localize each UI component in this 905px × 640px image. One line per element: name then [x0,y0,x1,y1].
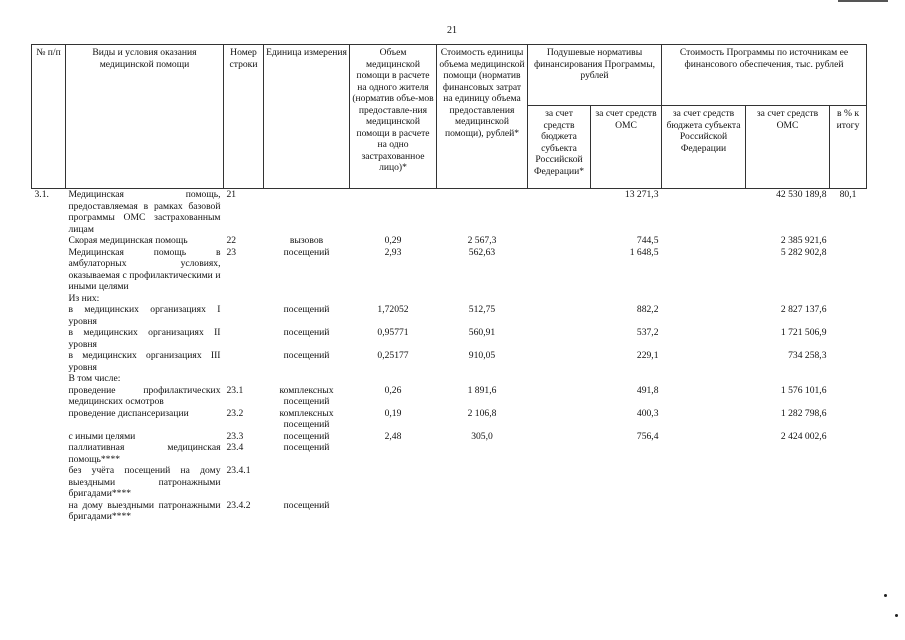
stray-dot-mark [884,594,887,597]
cell-pc-budget [528,293,591,305]
cell-pc-oms [591,442,662,465]
cell-prog-oms: 1 282 798,6 [780,407,827,419]
header-kind: Виды и условия оказания медицинской помощи [66,45,224,189]
cell-volume: 2,48 [384,430,402,442]
cell-pc-budget [528,442,591,465]
cell-pc-oms: 756,4 [636,430,659,442]
cell-row-no: 23 [226,246,237,258]
cell-name: в медицинских организациях III уровня [68,350,221,373]
cell-cost: 562,63 [468,246,496,258]
cell-volume: 0,19 [384,407,402,419]
cell-cost [437,442,528,465]
cell-pc-budget [528,373,591,385]
cell-volume [350,189,437,236]
cell-row-no: 21 [226,189,237,200]
cell-row-no: 23.4 [226,442,244,453]
cell-num [32,373,66,385]
cell-num [32,304,66,327]
cell-name: в медицинских организациях II уровня [68,327,221,350]
cell-prog-pct [830,465,867,500]
cell-prog-pct [830,408,867,431]
cell-prog-pct [830,431,867,443]
table-row [32,442,867,465]
cell-pc-budget [528,385,591,408]
header-unit: Единица измерения [264,45,350,189]
cell-prog-budget [662,442,746,465]
cell-prog-pct: 80,1 [839,189,857,200]
cell-num [32,235,66,247]
cell-unit: комплексных посещений [279,384,334,407]
cell-unit: посещений [283,327,330,338]
cell-volume [350,373,437,385]
cell-pc-oms: 882,2 [636,304,659,315]
table-row [32,373,867,385]
page-corner-line [838,0,888,2]
cell-prog-oms: 1 721 506,9 [780,327,827,338]
cell-name: Скорая медицинская помощь [68,235,188,246]
table-row [32,500,867,523]
cell-volume: 0,25177 [377,350,409,361]
cell-num [32,500,66,523]
cell-prog-budget [662,408,746,431]
cell-pc-budget [528,189,591,236]
cell-cost [437,500,528,523]
cell-prog-pct [830,385,867,408]
table-row [32,350,867,373]
cell-num [32,327,66,350]
header-num: № п/п [32,45,66,189]
cell-pc-budget [528,327,591,350]
cell-prog-budget [662,350,746,373]
cell-prog-oms [746,500,830,523]
header-pc-budget: за счет средств бюджета субъекта Российской Федерации* [528,106,591,189]
cell-prog-oms: 734 258,3 [788,350,827,361]
cell-unit: посещений [283,246,330,258]
cell-volume [350,442,437,465]
cell-num [32,408,66,431]
cell-pc-oms: 537,2 [636,327,659,338]
cell-row-no: 23.1 [226,384,244,396]
cell-pc-oms: 229,1 [636,350,659,361]
cell-prog-pct [830,350,867,373]
cell-num [32,431,66,443]
cell-num [32,247,66,293]
cell-volume [350,465,437,500]
financing-table [31,44,867,523]
cell-pc-budget [528,408,591,431]
cell-row-no: 22 [226,235,237,246]
cell-cost: 2 106,8 [467,407,497,419]
cell-unit [264,465,350,500]
cell-row-no [224,373,264,385]
cell-cost [437,465,528,500]
cell-cost [437,373,528,385]
cell-unit [264,373,350,385]
header-volume: Объем медицинской помощи в расчете на одного жителя (норматив объе-мов предоставле-ния медицинской помощи в расчете на одно застрахованное лицо)* [350,45,437,189]
page-number: 21 [447,25,457,36]
cell-prog-budget [662,500,746,523]
cell-cost: 512,75 [468,304,496,315]
header-per-capita: Подушевые нормативы финансирования Программы, рублей [528,45,662,106]
cell-prog-budget [662,327,746,350]
cell-prog-oms: 5 282 902,8 [780,246,827,258]
cell-prog-oms: 2 827 137,6 [780,304,827,315]
cell-name: с иными целями [68,430,136,442]
cell-name: паллиативная медицинская помощь**** [68,442,221,465]
cell-prog-pct [830,373,867,385]
cell-pc-oms [591,373,662,385]
header-row-no: Номер строки [224,45,264,189]
cell-prog-pct [830,327,867,350]
table-row [32,247,867,293]
cell-row-no: 23.4.2 [226,499,251,511]
cell-name: Медицинская помощь, предоставляемая в рамках базовой программы ОМС застрахованным лицам [68,189,221,235]
cell-row-no [224,327,264,350]
cell-name: проведение профилактических медицинских осмотров [68,384,221,407]
cell-prog-pct [830,442,867,465]
table-row [32,385,867,408]
cell-prog-budget [662,431,746,443]
cell-name: на дому выездными патронажными бригадами**** [68,499,221,522]
cell-prog-pct [830,247,867,293]
cell-pc-oms [591,293,662,305]
cell-unit: посещений [283,304,330,315]
cell-prog-budget [662,465,746,500]
table-row [32,465,867,500]
table-row [32,327,867,350]
table-row [32,408,867,431]
table-row [32,189,867,236]
cell-prog-oms [746,293,830,305]
cell-pc-budget [528,350,591,373]
cell-volume: 0,29 [384,235,402,246]
cell-unit: посещений [283,442,330,453]
table-row [32,235,867,247]
cell-row-no: 23.4.1 [226,465,251,476]
cell-cost [437,189,528,236]
stray-dot-mark [895,614,898,617]
cell-row-no: 23.3 [226,430,244,442]
cell-prog-budget [662,189,746,236]
cell-cost: 910,05 [468,350,496,361]
table-row [32,293,867,305]
cell-pc-oms: 13 271,3 [624,189,659,200]
cell-num [32,442,66,465]
cell-prog-pct [830,235,867,247]
cell-row-no [224,350,264,373]
cell-pc-oms [591,500,662,523]
cell-pc-budget [528,431,591,443]
cell-num [32,293,66,305]
cell-cost: 305,0 [471,430,493,442]
cell-prog-pct [830,293,867,305]
cell-pc-budget [528,235,591,247]
cell-pc-budget [528,247,591,293]
header-row-top [32,45,867,106]
cell-cost: 2 567,3 [467,235,497,246]
cell-pc-oms: 400,3 [636,407,659,419]
cell-num [32,350,66,373]
cell-name: без учёта посещений на дому выездными патронажными бригадами**** [68,465,221,499]
table-row [32,304,867,327]
cell-row-no [224,304,264,327]
cell-pc-budget [528,465,591,500]
cell-volume: 2,93 [384,246,402,258]
cell-cost: 560,91 [468,327,496,338]
cell-name: проведение диспансеризации [68,407,189,419]
cell-name: В том числе: [68,373,121,384]
cell-prog-budget [662,373,746,385]
cell-name: Из них: [68,292,100,304]
cell-cost [437,293,528,305]
cell-pc-oms [591,465,662,500]
cell-prog-budget [662,235,746,247]
cell-prog-oms: 42 530 189,8 [776,189,827,200]
cell-row-no [224,293,264,305]
cell-unit [264,293,350,305]
cell-prog-oms [746,373,830,385]
table-body [32,189,867,523]
cell-pc-budget [528,304,591,327]
cell-prog-oms: 1 576 101,6 [780,384,827,396]
cell-cost: 1 891,6 [467,384,497,396]
cell-pc-oms: 491,8 [636,384,659,396]
cell-volume: 0,95771 [377,327,409,338]
cell-prog-budget [662,385,746,408]
cell-name: Медицинская помощь в амбулаторных условиях, оказываемая с профилактическими и иными целями [68,246,221,292]
header-cost: Стоимость единицы объема медицинской помощи (норматив финансовых затрат на единицу объема предоставления медицинской помощи), рублей* [437,45,528,189]
cell-name: в медицинских организациях I уровня [68,304,221,327]
table-row [32,431,867,443]
cell-unit [264,189,350,236]
cell-prog-pct [830,500,867,523]
cell-prog-oms: 2 424 002,6 [780,430,827,442]
header-program-cost: Стоимость Программы по источникам ее финансового обеспечения, тыс. рублей [662,45,867,106]
cell-num [32,385,66,408]
cell-volume [350,293,437,305]
cell-prog-pct [830,304,867,327]
cell-unit: комплексных посещений [279,407,334,430]
header-pc-oms: за счет средств ОМС [591,106,662,189]
cell-unit: вызовов [289,235,324,246]
header-prog-pct: в % к итогу [830,106,867,189]
cell-volume: 0,26 [384,384,402,396]
cell-pc-oms: 1 648,5 [629,246,659,258]
cell-unit: посещений [283,499,330,511]
cell-pc-budget [528,500,591,523]
cell-pc-oms: 744,5 [636,235,659,246]
cell-prog-budget [662,247,746,293]
cell-prog-oms: 2 385 921,6 [780,235,827,246]
cell-prog-oms [746,442,830,465]
cell-prog-oms [746,465,830,500]
header-prog-budget: за счет средств бюджета субъекта Российской Федерации [662,106,746,189]
cell-unit: посещений [283,430,330,442]
cell-row-no: 23.2 [226,407,244,419]
cell-num: 3.1. [34,189,49,200]
cell-prog-budget [662,293,746,305]
cell-volume [350,500,437,523]
cell-unit: посещений [283,350,330,361]
header-prog-oms: за счет средств ОМС [746,106,830,189]
cell-num [32,465,66,500]
cell-prog-budget [662,304,746,327]
cell-volume: 1,72052 [377,304,409,315]
